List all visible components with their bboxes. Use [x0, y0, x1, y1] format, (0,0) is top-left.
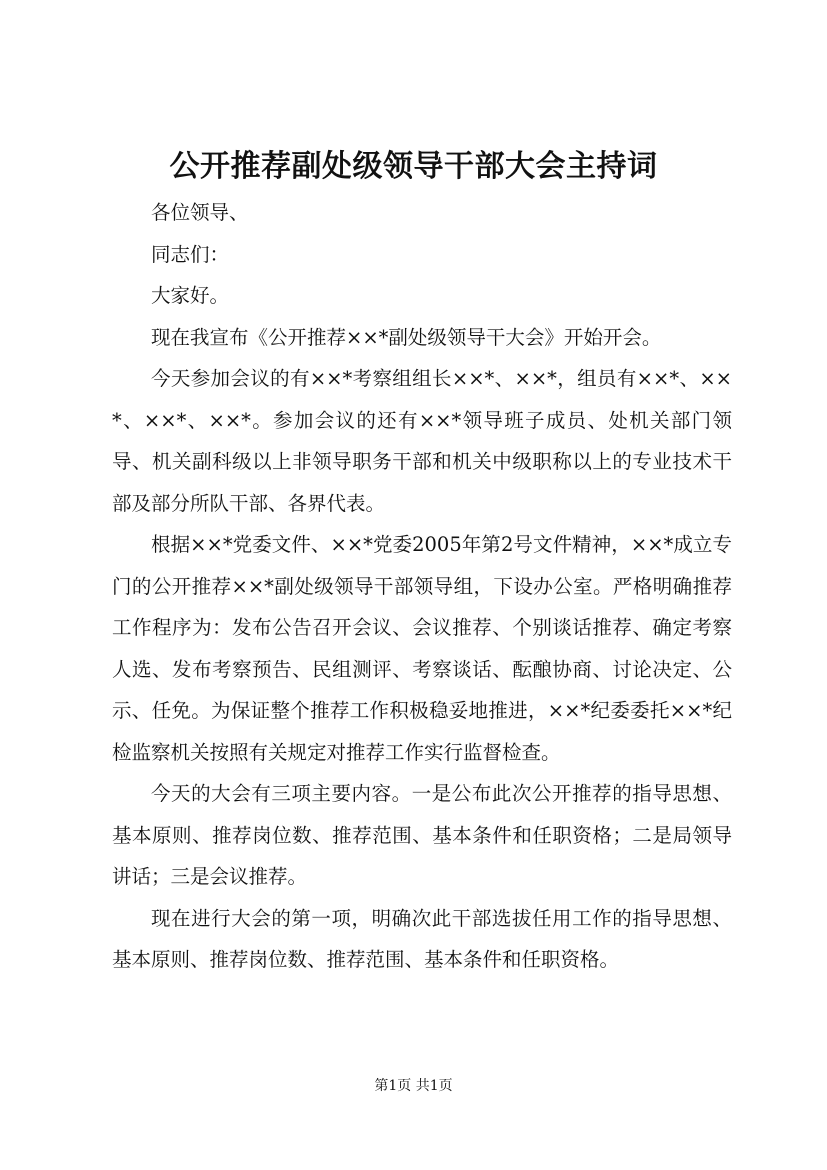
- paragraph-attendees: 今天参加会议的有××*考察组组长××*、××*，组员有××*、××*、××*、××*。参加会议的还有××*领导班子成员、处机关部门领导、机关副科级以上非领导职务干部和机关中级职称以上的专业技术干部及部分所队干部、各界代表。: [112, 367, 732, 515]
- paragraph-agenda: 今天的大会有三项主要内容。一是公布此次公开推荐的指导思想、基本原则、推荐岗位数、推荐范围、基本条件和任职资格；二是局领导讲话；三是会议推荐。: [112, 782, 732, 888]
- paragraph-salutation-comrades: 同志们：: [151, 242, 230, 266]
- paragraph-first-item: 现在进行大会的第一项，明确次此干部选拔任用工作的指导思想、基本原则、推荐岗位数、推荐范围、基本条件和任职资格。: [112, 906, 732, 971]
- paragraph-opening: 现在我宣布《公开推荐××*副处级领导干大会》开始开会。: [151, 325, 662, 349]
- page-footer: 第1页 共1页: [374, 1078, 453, 1094]
- paragraph-greeting: 大家好。: [151, 284, 230, 307]
- document-title: 公开推荐副处级领导干部大会主持词: [169, 149, 658, 184]
- document-body: [112, 192, 732, 981]
- paragraph-salutation-leaders: 各位领导、: [151, 201, 249, 224]
- paragraph-procedure: 根据××*党委文件、××*党委2005年第2号文件精神，××*成立专门的公开推荐××*副处级领导干部领导组，下设办公室。严格明确推荐工作程序为：发布公告召开会议、会议推荐、个别谈话推荐、确定考察人选、发布考察预告、民组测评、考察谈话、酝酿协商、讨论决定、公示、任免。为保证整个推荐工作积极稳妥地推进，××*纪委委托××*纪检监察机关按照有关规定对推荐工作实行监督检查。: [112, 533, 732, 764]
